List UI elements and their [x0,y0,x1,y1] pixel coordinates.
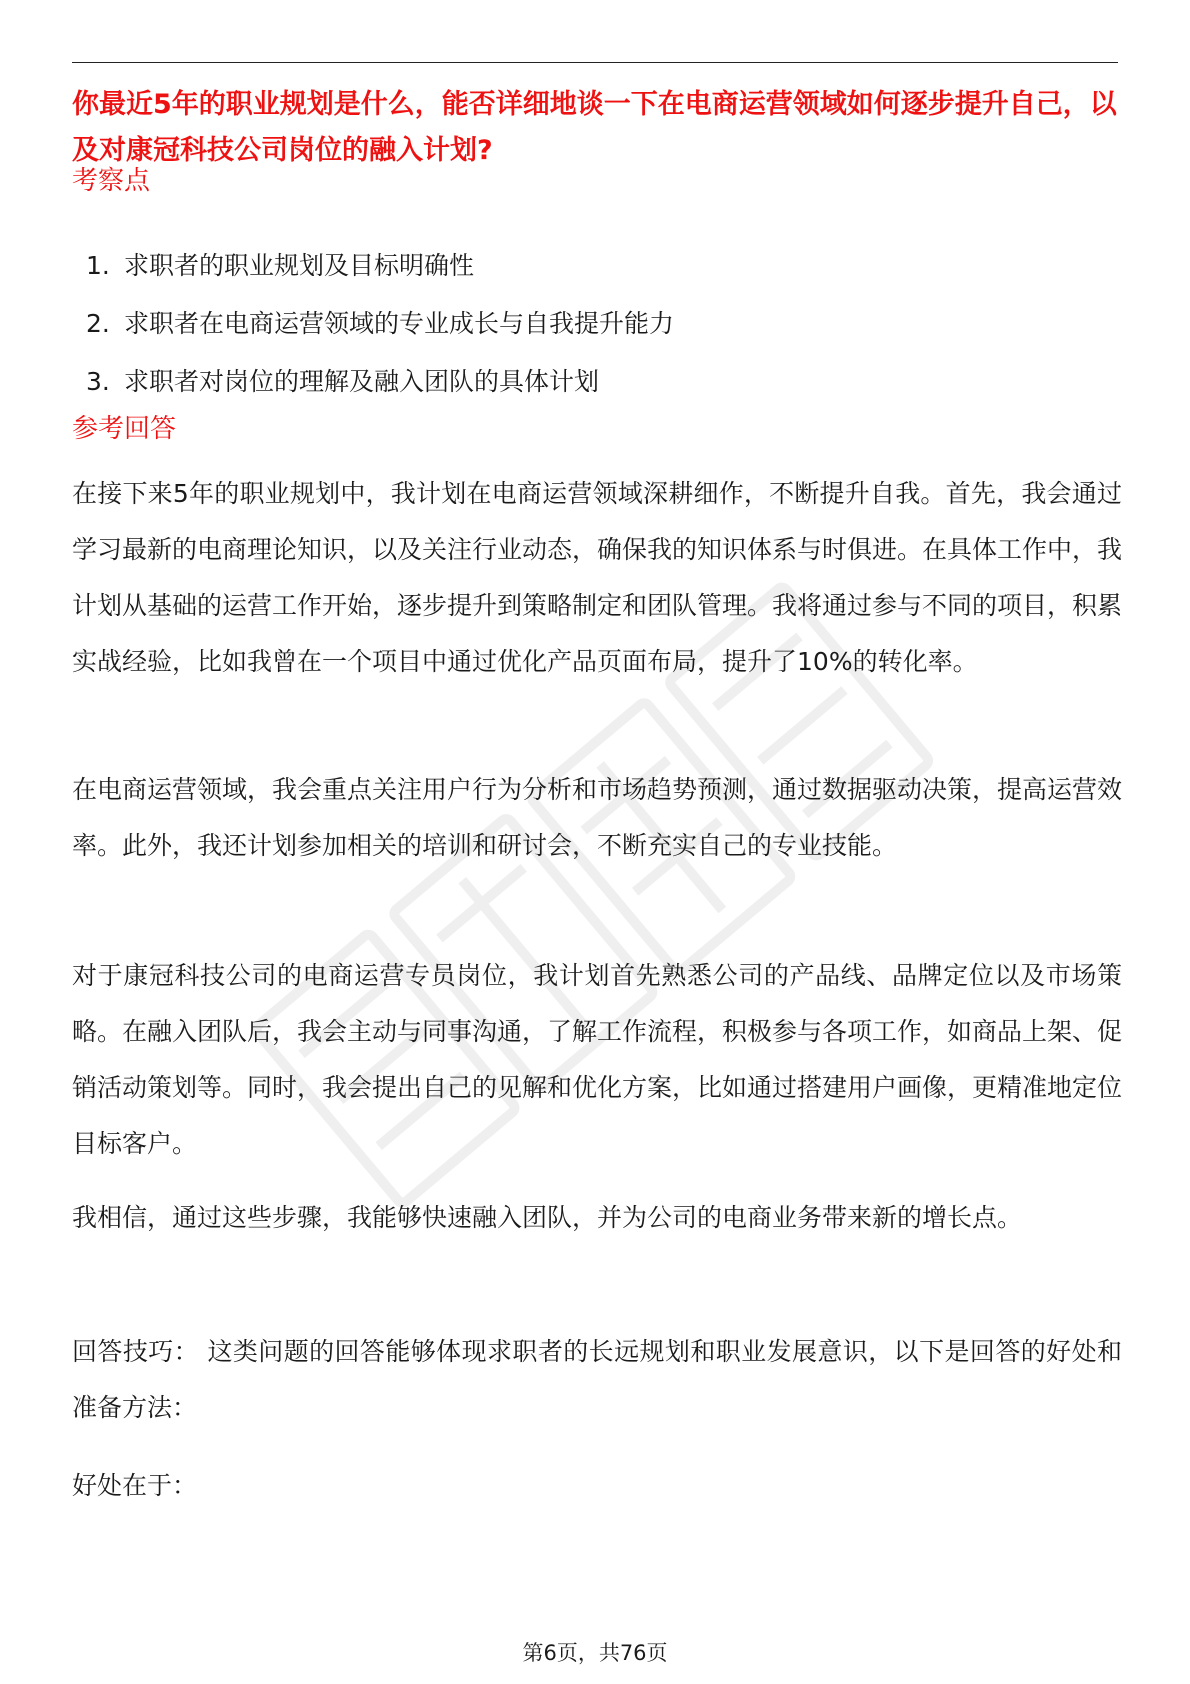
list-item-number: 2. [86,309,110,338]
answer-paragraph-4: 我相信，通过这些步骤，我能够快速融入团队，并为公司的电商业务带来新的增长点。 [72,1203,1023,1232]
list-item-text: 求职者在电商运营领域的专业成长与自我提升能力 [124,309,675,338]
list-item-number: 1. [86,251,110,280]
page-number-footer: 第6页，共76页 [522,1641,668,1665]
answer-paragraph-3: 对于康冠科技公司的电商运营专员岗位，我计划首先熟悉公司的产品线、品牌定位以及市场策略。在融入团队后，我会主动与同事沟通，了解工作流程，积极参与各项工作，如商品上架、促销活动策划等。同时，我会提出自己的见解和优化方案，比如通过搭建用户画像，更精准地定位目标客户。 [72,961,1123,1158]
assessment-title: 考察点 [72,166,151,196]
assessment-list [72,248,1112,422]
list-item [72,306,1112,342]
answer-title: 参考回答 [72,414,177,444]
answer-tips-paragraph: 回答技巧： 这类问题的回答能够体现求职者的长远规划和职业发展意识，以下是回答的好处和准备方法： [72,1337,1122,1422]
list-item-number: 3. [86,367,110,396]
list-item [72,364,1112,400]
top-rule [72,62,1118,63]
list-item [72,248,1112,284]
answer-paragraph-1: 在接下来5年的职业规划中，我计划在电商运营领域深耕细作，不断提升自我。首先，我会通过学习最新的电商理论知识，以及关注行业动态，确保我的知识体系与时俱进。在具体工作中，我计划从基础的运营工作开始，逐步提升到策略制定和团队管理。我将通过参与不同的项目，积累实战经验，比如我曾在一个项目中通过优化产品页面布局，提升了10%的转化率。 [72,479,1123,676]
question-heading: 你最近5年的职业规划是什么，能否详细地谈一下在电商运营领域如何逐步提升自己，以及对康冠科技公司岗位的融入计划? [72,89,1117,166]
list-item-text: 求职者对岗位的理解及融入团队的具体计划 [124,367,600,396]
benefits-label: 好处在于： [72,1471,198,1500]
list-item-text: 求职者的职业规划及目标明确性 [124,251,475,280]
answer-paragraph-2: 在电商运营领域，我会重点关注用户行为分析和市场趋势预测，通过数据驱动决策，提高运营效率。此外，我还计划参加相关的培训和研讨会，不断充实自己的专业技能。 [72,775,1123,860]
